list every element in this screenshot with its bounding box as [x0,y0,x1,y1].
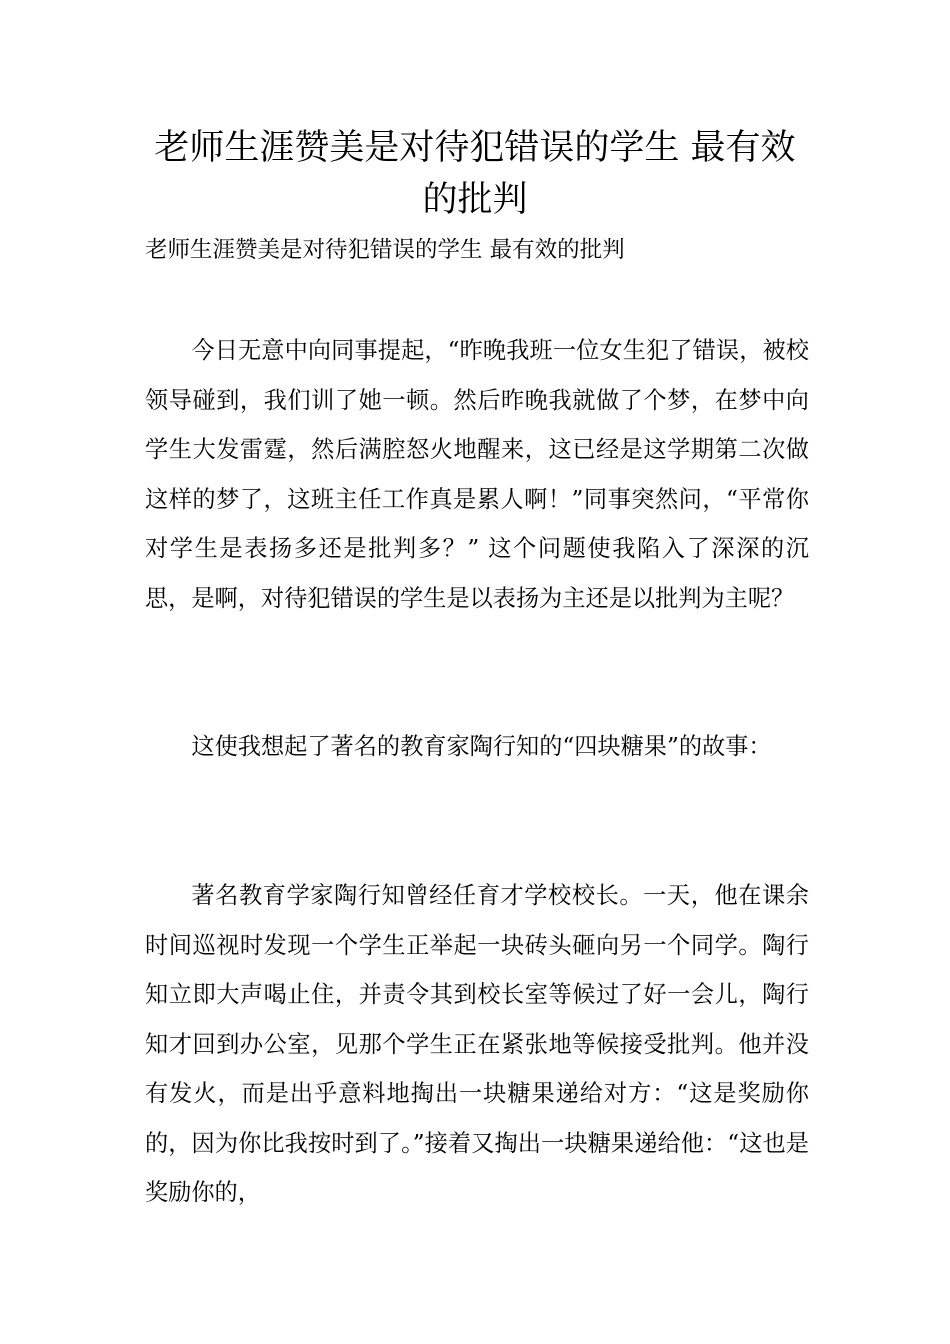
document-subtitle: 老师生涯赞美是对待犯错误的学生 最有效的批判 [145,237,625,263]
document-title: 老师生涯赞美是对待犯错误的学生 最有效的批判 [154,128,796,220]
paragraph-2: 这使我想起了著名的教育家陶行知的“四块糖果”的故事： [191,733,772,760]
paragraph-1: 今日无意中向同事提起，“昨晚我班一位女生犯了错误，被校领导碰到，我们训了她一顿。然后昨晚我就做了个梦，在梦中向学生大发雷霆，然后满腔怒火地醒来，这已经是这学期第二次做这样的梦了，这班主任工作真是累人啊！”同事突然问，“平常你对学生是表扬多还是批判多？” 这个问题使我陷入了深深的沉思，是啊，对待犯错误的学生是以表扬为主还是以批判为主呢？ [145,337,809,612]
paragraph-3: 著名教育学家陶行知曾经任育才学校校长。一天，他在课余时间巡视时发现一个学生正举起一块砖头砸向另一个同学。陶行知立即大声喝止住，并责令其到校长室等候过了好一会儿，陶行知才回到办公室，见那个学生正在紧张地等候接受批判。他并没有发火，而是出乎意料地掏出一块糖果递给对方：“这是奖励你的，因为你比我按时到了。”接着又掏出一块糖果递给他：“这也是奖励你的， [145,882,809,1206]
